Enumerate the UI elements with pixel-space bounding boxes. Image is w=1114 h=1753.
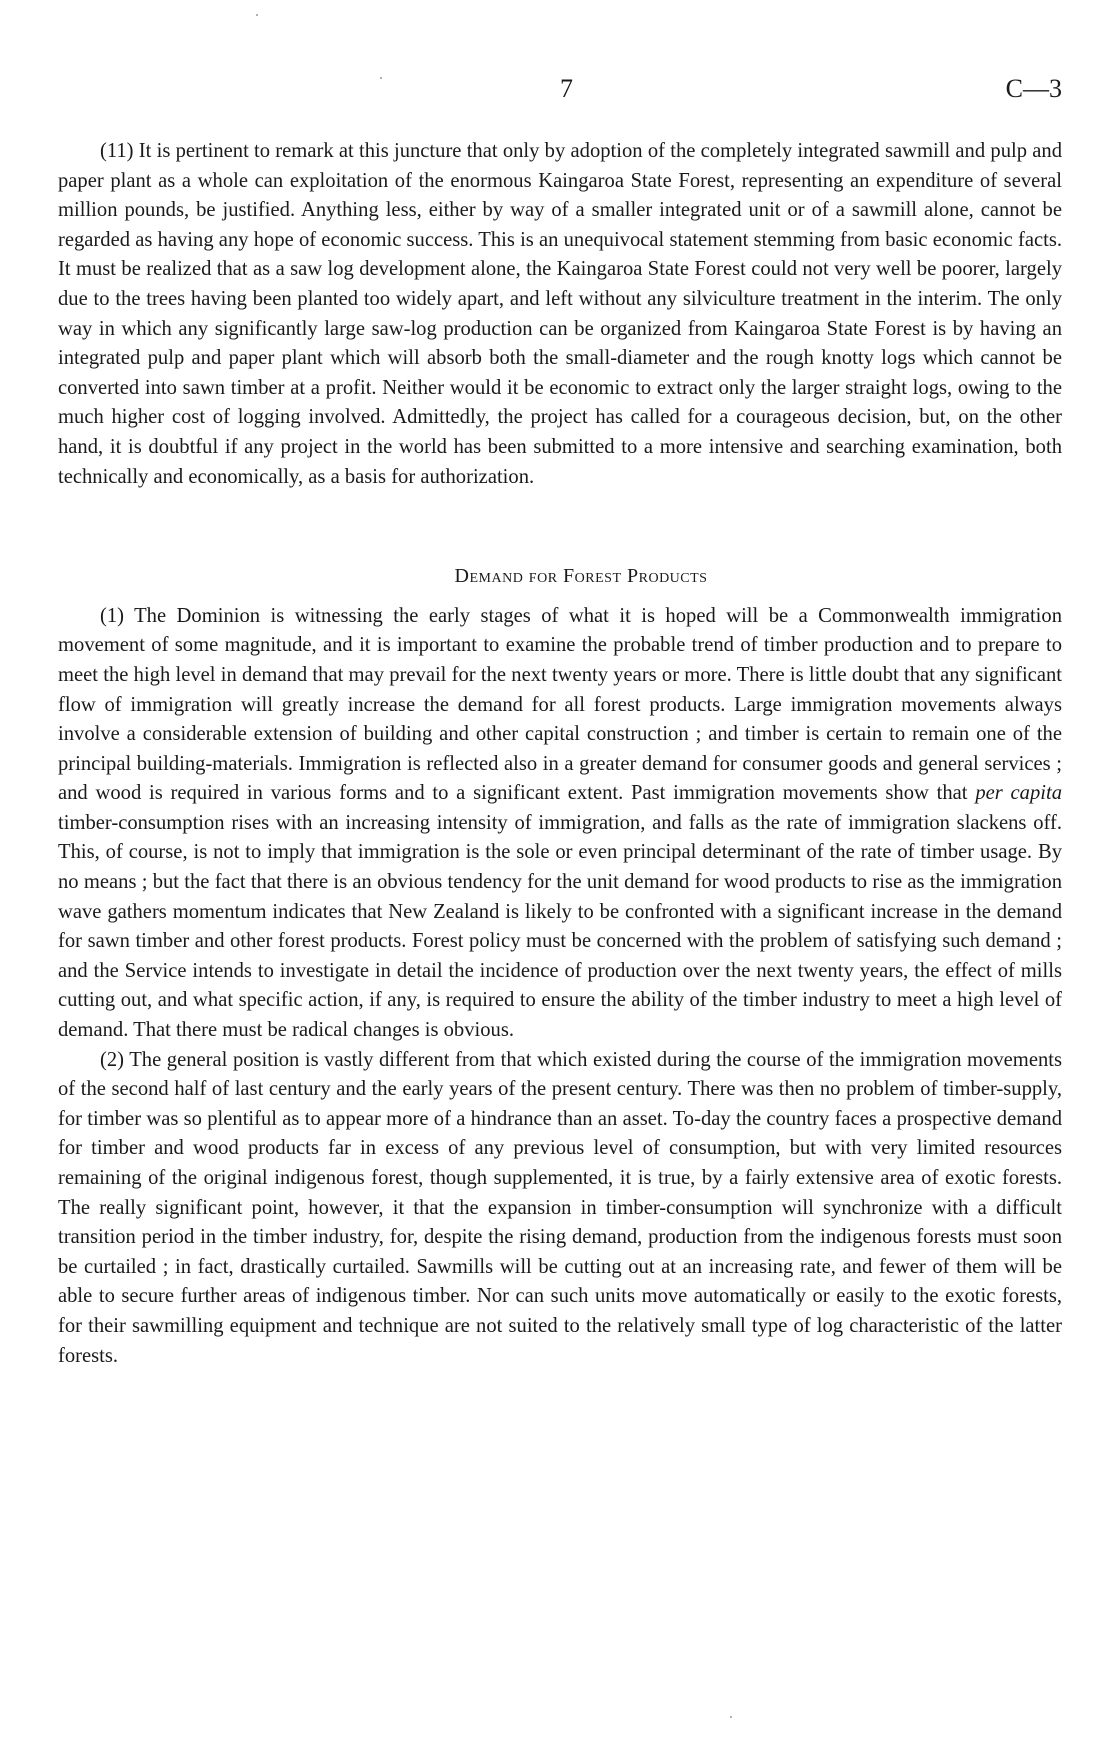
document-reference: C—3	[1005, 74, 1062, 103]
italic-term: per capita	[975, 782, 1063, 805]
paragraph-demand-1	[58, 602, 1062, 1046]
paragraph-demand-2: (2) The general position is vastly different from that which existed during the course of the immigration movements of the second half of last century and the early years of the present century. There was then no problem of timber-supply, for timber was so plentiful as to appear more of a hindrance than an asset. To-day the country faces a prospective demand for timber and wood products far in excess of any previous level of consumption, but with very limited resources remaining of the original indigenous forest, though supplemented, it is true, by a fairly extensive area of exotic forests. The really significant point, however, it that the expansion in timber-consumption will synchronize with a difficult transition period in the timber industry, for, despite the rising demand, production from the indigenous forests must soon be curtailed ; in fact, drastically curtailed. Sawmills will be cutting out at an increasing rate, and fewer of them will be able to secure further areas of indigenous timber. Nor can such units move automatically or easily to the exotic forests, for their sawmilling equipment and technique are not suited to the relatively small type of log characteristic of the latter forests.	[58, 1048, 1062, 1367]
page-number: 7	[560, 74, 573, 103]
page-header	[0, 74, 1114, 114]
section-heading: Demand for Forest Products	[454, 565, 708, 588]
document-body	[58, 137, 1062, 1371]
scan-speck	[256, 14, 258, 16]
paragraph-demand-1-text-a: (1) The Dominion is witnessing the early stages of what it is hoped will be a Commonwealth immigration movement of some magnitude, and it is important to examine the probable trend of timber production and to prepare to meet the high level in demand that may prevail for the next twenty years or more. There is little doubt that any significant flow of immigration will greatly increase the demand for all forest products. Large immigration movements always involve a considerable extension of building and other capital construction ; and timber is certain to remain one of the principal building-materials. Immigration is reflected also in a greater demand for consumer goods and general services ; and wood is required in various forms and to a significant extent. Past immigration movements show that	[58, 604, 1062, 805]
paragraph-11: (11) It is pertinent to remark at this juncture that only by adoption of the completely integrated sawmill and pulp and paper plant as a whole can exploitation of the enormous Kaingaroa State Forest, representing an expenditure of several million pounds, be justified. Anything less, either by way of a smaller integrated unit or of a sawmill alone, cannot be regarded as having any hope of economic success. This is an unequivocal statement stemming from basic economic facts. It must be realized that as a saw log development alone, the Kaingaroa State Forest could not very well be poorer, largely due to the trees having been planted too widely apart, and left without any silviculture treatment in the interim. The only way in which any significantly large saw-log production can be organized from Kaingaroa State Forest is by having an integrated pulp and paper plant which will absorb both the small-diameter and the rough knotty logs which cannot be converted into sawn timber at a profit. Neither would it be economic to extract only the larger straight logs, owing to the much higher cost of logging involved. Admittedly, the project has called for a courageous decision, but, on the other hand, it is doubtful if any project in the world has been submitted to a more intensive and searching examination, both technically and economically, as a basis for authorization.	[58, 140, 1062, 488]
scan-speck	[730, 1716, 732, 1718]
paragraph-demand-1-text-b: timber-consumption rises with an increasing intensity of immigration, and falls as the rate of immigration slackens off. This, of course, is not to imply that immigration is the sole or even principal determinant of the rate of timber usage. By no means ; but the fact that there is an obvious tendency for the unit demand for wood products to rise as the immigration wave gathers momentum indicates that New Zealand is likely to be confronted with a significant increase in the demand for sawn timber and other forest products. Forest policy must be concerned with the problem of satisfying such demand ; and the Service intends to investigate in detail the incidence of production over the next twenty years, the effect of mills cutting out, and what specific action, if any, is required to ensure the ability of the timber industry to meet a high level of demand. That there must be radical changes is obvious.	[58, 811, 1062, 1042]
